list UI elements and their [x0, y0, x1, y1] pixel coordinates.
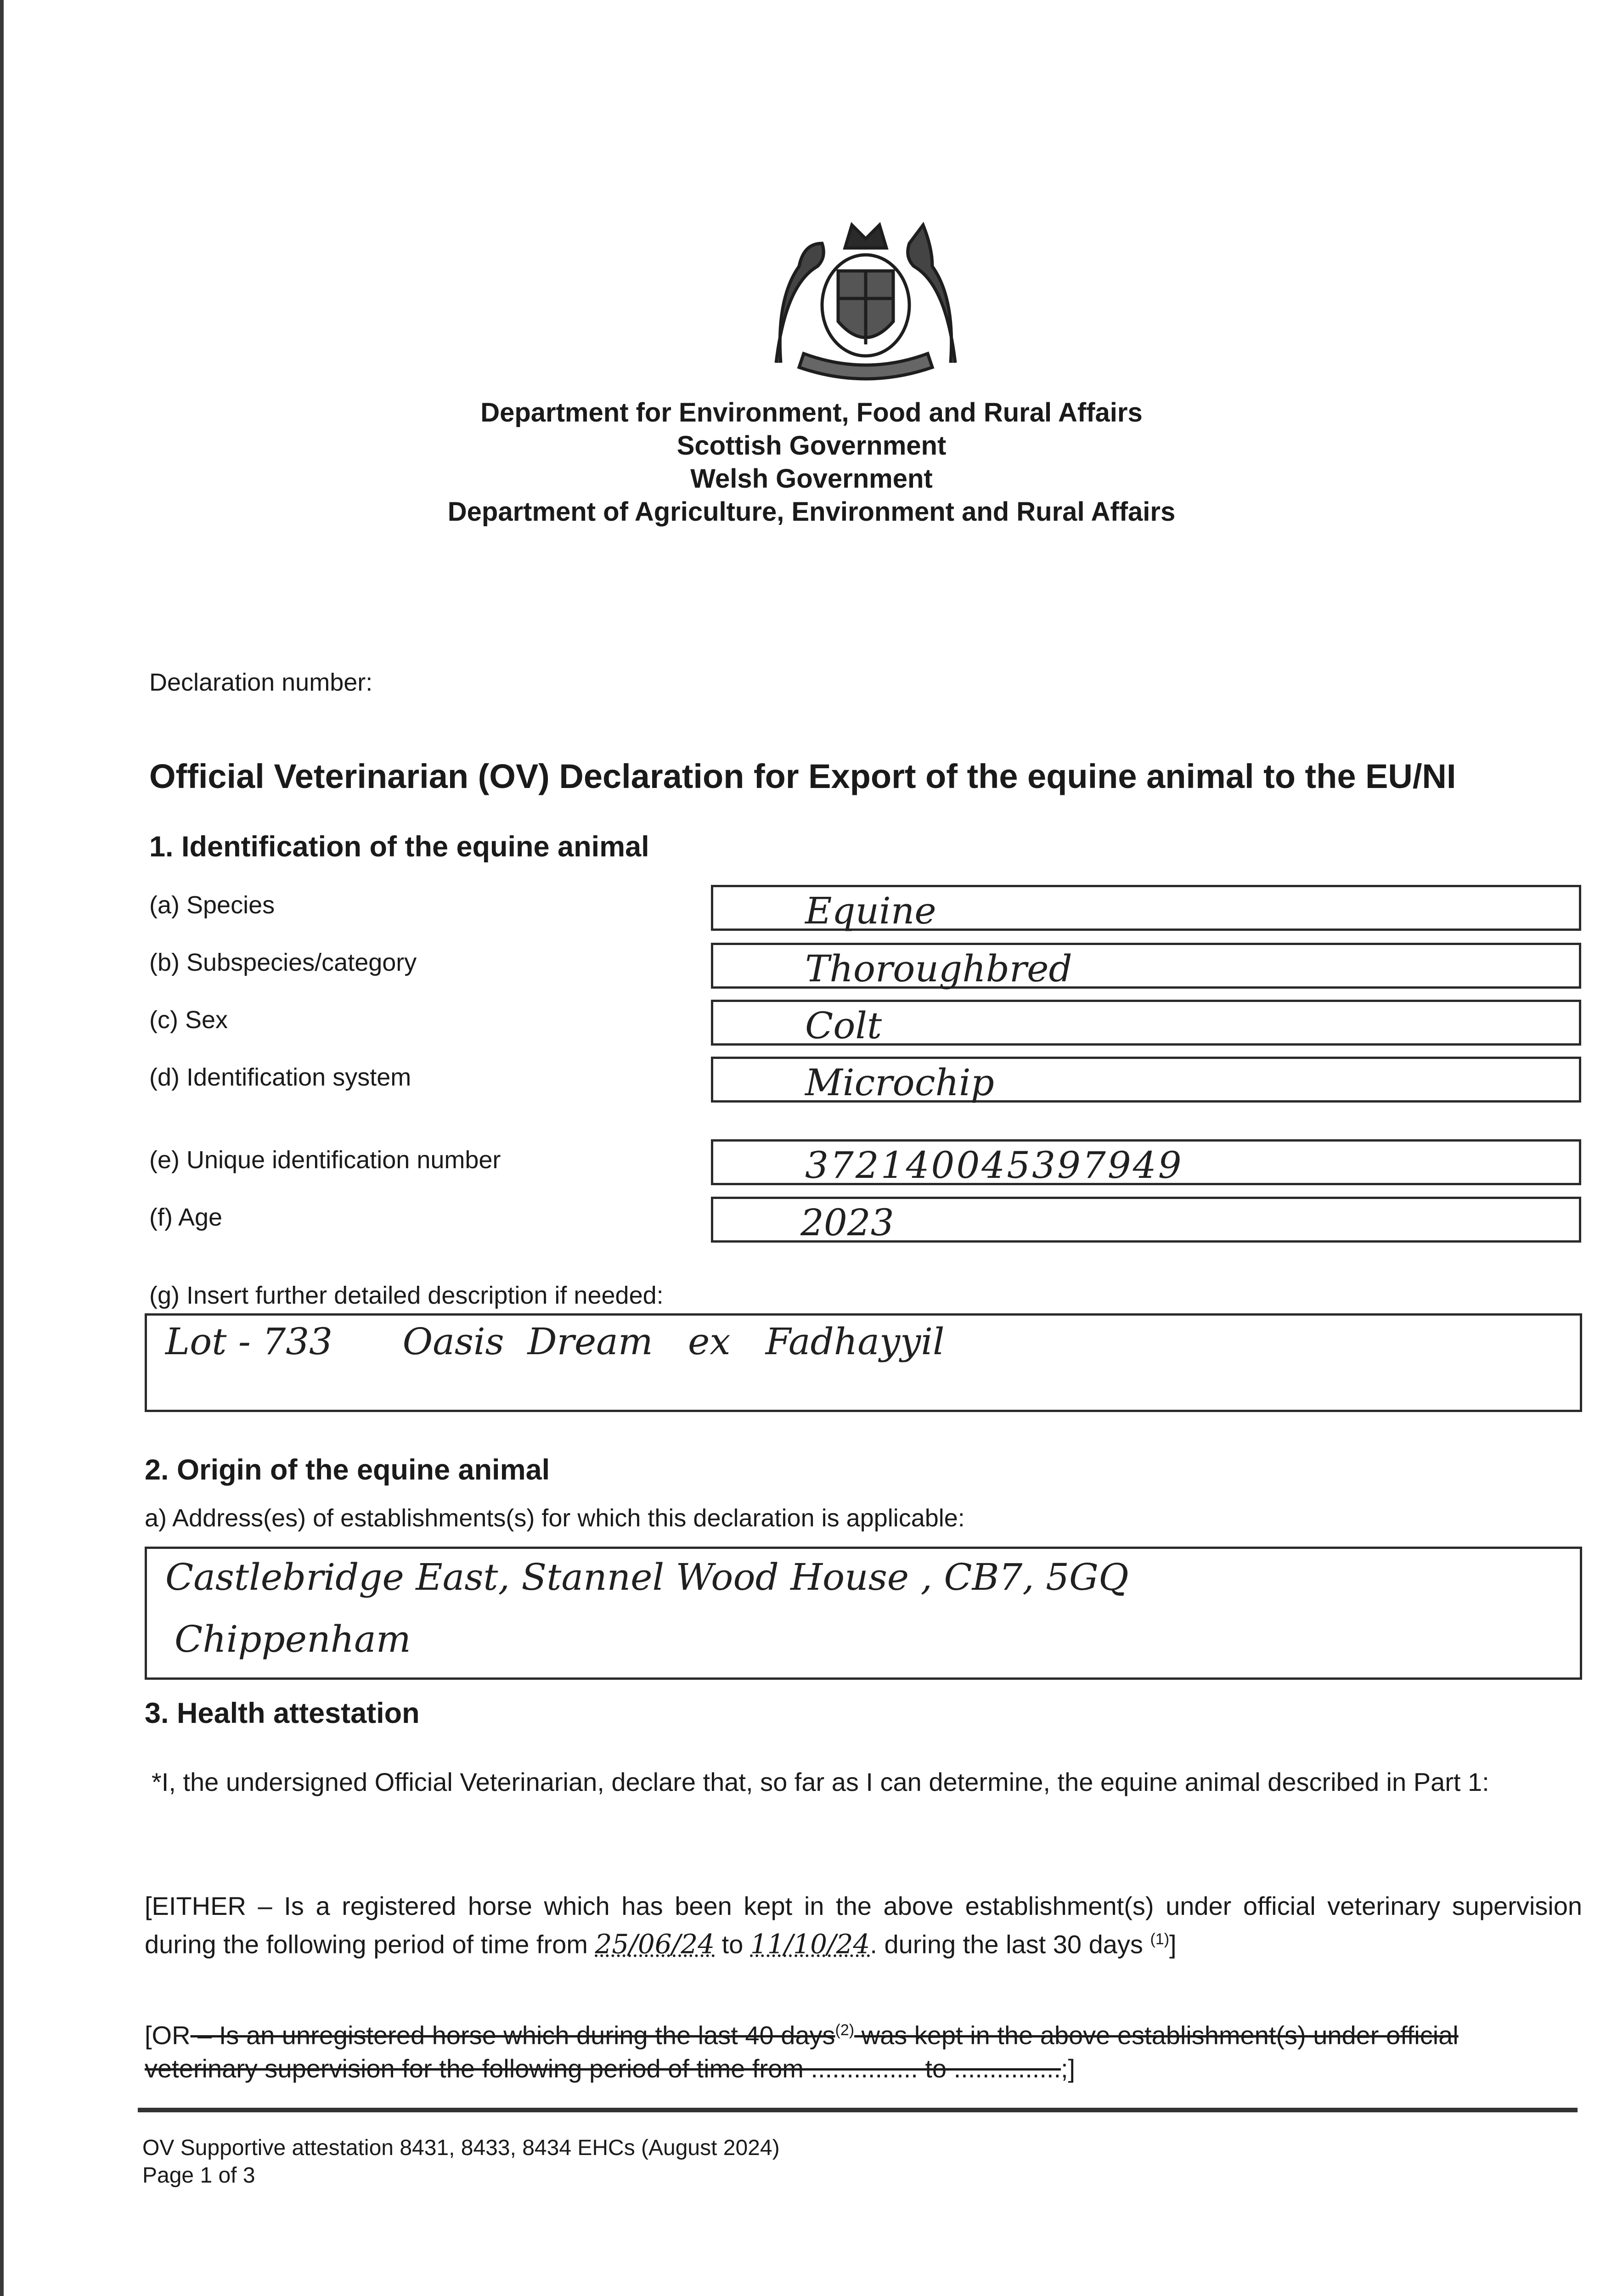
species-value: Equine — [805, 889, 936, 932]
species-label: (a) Species — [149, 891, 275, 919]
royal-coat-of-arms-icon — [758, 216, 974, 386]
subspecies-field[interactable] — [711, 943, 1581, 989]
sex-label: (c) Sex — [149, 1006, 228, 1034]
address-label: a) Address(es) of establishments(s) for which this declaration is applicable: — [145, 1504, 965, 1532]
or-clause-struck-3: veterinary supervision for the following period of time from ............... to ............... — [145, 2054, 1061, 2083]
footer-attestation-ref: OV Supportive attestation 8431, 8433, 8434 EHCs (August 2024) — [142, 2136, 780, 2160]
sex-value: Colt — [805, 1004, 882, 1047]
footer-divider — [138, 2108, 1578, 2112]
attestation-intro: *I, the undersigned Official Veterinarian, declare that, so far as I can determine, the equine animal described in Part 1: — [152, 1767, 1489, 1796]
identification-system-value: Microchip — [805, 1061, 994, 1104]
address-field[interactable] — [145, 1547, 1582, 1680]
identification-system-field[interactable] — [711, 1057, 1581, 1103]
or-clause-struck-2: was kept in the above establishment(s) under official — [854, 2020, 1459, 2050]
address-line-1: Castlebridge East, Stannel Wood House , CB7, 5GQ — [165, 1556, 1129, 1598]
or-clause — [145, 2014, 1582, 2085]
age-field[interactable] — [711, 1197, 1581, 1243]
subspecies-value: Thoroughbred — [805, 947, 1072, 990]
description-value: Lot - 733 Oasis Dream ex Fadhayyil — [165, 1320, 945, 1363]
either-suffix: . during the last 30 days — [870, 1930, 1143, 1959]
uid-number-value: 372140045397949 — [805, 1144, 1183, 1187]
declaration-number-label: Declaration number: — [149, 669, 373, 696]
agency-scottish-government: Scottish Government — [676, 431, 947, 461]
or-clause-struck-1: – Is an unregistered horse which during the last 40 days — [190, 2020, 835, 2050]
either-footnote-ref: (1) — [1150, 1930, 1170, 1948]
or-footnote-ref: (2) — [835, 2021, 855, 2039]
either-clause-text: [EITHER – Is a registered horse which has been kept in the above establishment(s) under official veterinary supervision during the following period of time from — [145, 1891, 1582, 1959]
sex-field[interactable] — [711, 1000, 1581, 1046]
description-label: (g) Insert further detailed description if needed: — [149, 1282, 664, 1309]
age-value: 2023 — [800, 1201, 894, 1244]
section1-heading: 1. Identification of the equine animal — [149, 831, 649, 863]
age-label: (f) Age — [149, 1204, 223, 1231]
agency-welsh-government: Welsh Government — [690, 464, 933, 494]
agency-defra: Department for Environment, Food and Rural Affairs — [480, 398, 1143, 428]
agency-daera: Department of Agriculture, Environment and Rural Affairs — [447, 497, 1176, 527]
section3-heading: 3. Health attestation — [145, 1697, 420, 1729]
page-edge-rule — [0, 0, 4, 2296]
either-clause — [145, 1890, 1582, 1961]
page-title: Official Veterinarian (OV) Declaration for Export of the equine animal to the EU/NI — [149, 757, 1456, 795]
footer-page-number: Page 1 of 3 — [142, 2163, 255, 2188]
uid-number-label: (e) Unique identification number — [149, 1146, 501, 1174]
either-from-date: 25/06/24 — [595, 1928, 715, 1960]
or-close: ;] — [1061, 2054, 1076, 2083]
either-to-word: to — [721, 1930, 744, 1959]
either-close: ] — [1169, 1930, 1177, 1959]
species-field[interactable] — [711, 885, 1581, 931]
description-field[interactable] — [145, 1313, 1582, 1412]
either-to-date: 11/10/24 — [750, 1928, 870, 1960]
section2-heading: 2. Origin of the equine animal — [145, 1454, 550, 1486]
subspecies-label: (b) Subspecies/category — [149, 949, 417, 976]
uid-number-field[interactable] — [711, 1139, 1581, 1185]
identification-system-label: (d) Identification system — [149, 1064, 411, 1091]
or-prefix: [OR — [145, 2020, 191, 2050]
address-line-2: Chippenham — [175, 1618, 411, 1660]
